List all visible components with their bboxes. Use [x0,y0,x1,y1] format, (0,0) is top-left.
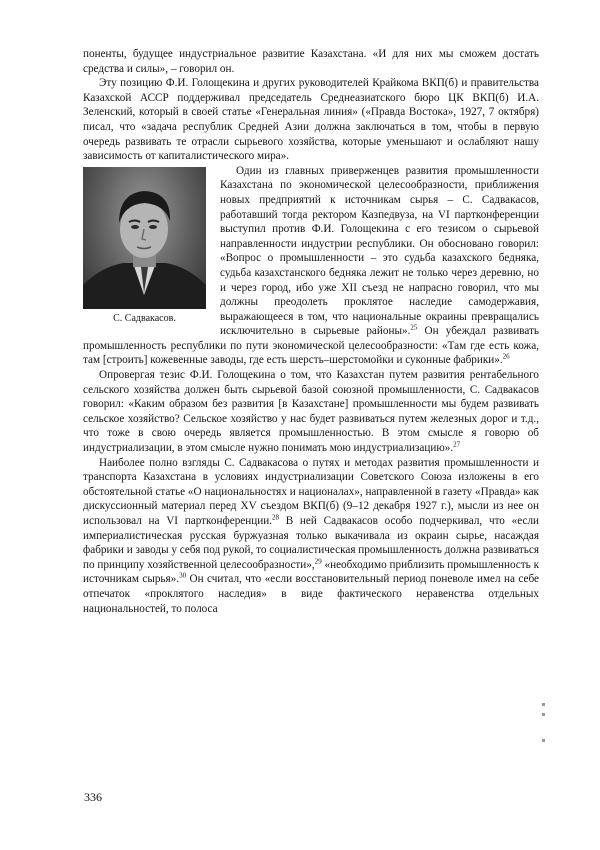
paragraph-5-text-cont: «необходимо приблизить промышленность к источникам сырья». [83,558,540,586]
paragraph-1: поненты, будущее индустриальное развитие Казахстана. «И для них мы сможем достать средства и силы», – говорил он. [83,48,539,75]
scan-mark [542,739,545,742]
paragraph-5-text: Наиболее полно взгляды С. Садвакасова о путях и методах развития промышленности и транспорта Казахстана в условиях индустриализации Советского Союза изложены в его обстоятельной статье «О национальностях и националах», направленной в газету «Правда» как дискуссионный материал перед XV съездом ВКП(б) (9–12 декабря 1927 г.), мысли из нее он использовал на VI партконференции. [83,456,539,527]
page-body [83,47,539,616]
paragraph-3-text-cont: Он убеждал развивать промышленность республики по пути экономической целесообразности: «Там где есть кожа, там [строить] кожевенные заводы, где есть шерсть–шерстомойки и суконные фабрики». [83,325,539,367]
portrait-photo [83,167,206,309]
footnote-ref: 25 [410,323,418,332]
paragraph-2: Эту позицию Ф.И. Голощекина и других руководителей Крайкома ВКП(б) и правительства Казахской АССР поддерживал председатель Среднеазиатского бюро ЦК ВКП(б) И.А. Зеленский, который в своей статье «Генеральная линия» («Правда Востока», 1927, 7 октября) писал, что «задача республик Средней Азии должна заключаться в том, чтобы в первую очередь развивать те отрасли сырьевого хозяйства, которые уменьшают и ослабляют нашу зависимость от капиталистического мира». [83,77,539,163]
paragraph-5 [83,456,539,617]
portrait-caption: С. Садвакасов. [113,312,176,324]
footnote-ref: 29 [314,557,322,566]
scan-mark [542,713,545,716]
paragraph-3-text: Один из главных приверженцев развития промышленности Казахстана по экономической целесообразности, приближения новых предприятий к источникам сырья – С. Садвакасов, работавший тогда ректором Казпедвуза, на VI партконференции выступил против Ф.И. Голощекина с его тезисом о сырьевой направленности индустрии республики. Он обосновано говорил: «Вопрос о промышленности – это судьба казахского бедняка, судьба казахстанского бедняка лежит не только через деревню, но и через город, ибо уже XII съезд не напрасно говорил, что мы должны преодолеть проклятое наследие самодержавия, выражающееся в том, что национальные окраины превращались исключительно в сырьевые районы». [220,164,539,338]
paragraph-4-text: Опровергая тезис Ф.И. Голощекина о том, что Казахстан путем развития рентабельного сельского хозяйства должен быть сырьевой базой союзной промышленности, С. Садвакасов говорил: «Каким образом без развития [в Казахстане] промышленности мы будем развивать сельское хозяйство? Сельское хозяйство у нас будет развиваться путем железных дорог и т.д., что тоже в свою очередь является промышленностью. В этом смысле я говорю об индустриализации, в этом смысле нужно понимать мою индустриализацию». [83,369,539,455]
portrait-image [83,167,206,309]
scan-mark [542,703,545,706]
paragraph-4 [83,368,539,456]
footnote-ref: 28 [272,513,280,522]
paragraph-5-text-cont: Он считал, что «если восстановительный период поневоле имел на себе отпечаток «проклятого наследия» в виде фактического неравенства отдельных национальностей, то полоса [83,573,540,615]
footnote-ref: 27 [453,440,461,449]
footnote-ref: 26 [502,352,510,361]
page-number: 336 [84,790,102,804]
footnote-ref: 30 [179,571,187,580]
portrait-figure [83,167,206,325]
paragraph-5-text-cont: В ней Садвакасов особо подчеркивал, что «если империалистическая русская буржуазная только выкачивала из окраин сырье, насаждая фабрики и заводы у себя под рукой, то социалистическая промышленность должна развиваться по принципу хозяйственной целесообразности», [83,515,540,571]
